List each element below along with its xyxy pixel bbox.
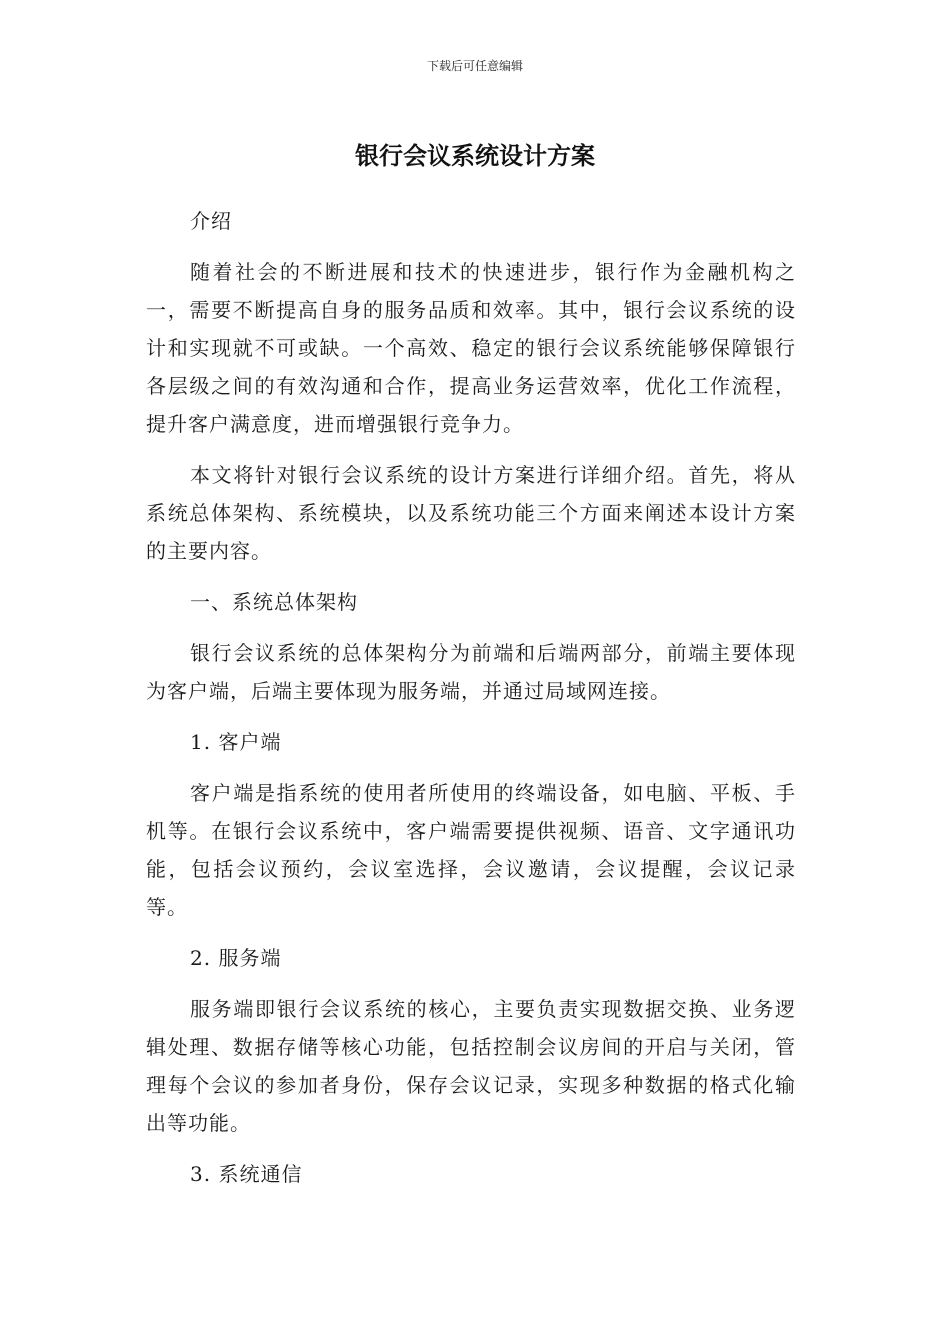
header-note: 下载后可任意编辑	[426, 59, 523, 73]
subheading-server: 2. 服务端	[190, 946, 282, 970]
subheading-client: 1. 客户端	[190, 730, 282, 754]
paragraph-client: 客户端是指系统的使用者所使用的终端设备，如电脑、平板、手机等。在银行会议系统中，客户端需要提供视频、语音、文字通讯功能，包括会议预约，会议室选择，会议邀请，会议提醒，会议记录等。	[146, 781, 796, 919]
subheading-communication: 3. 系统通信	[190, 1162, 303, 1186]
document-title: 银行会议系统设计方案	[355, 142, 595, 170]
document-body	[146, 202, 796, 1212]
paragraph-architecture: 银行会议系统的总体架构分为前端和后端两部分，前端主要体现为客户端，后端主要体现为服务端，并通过局域网连接。	[146, 641, 796, 703]
section-heading-architecture: 一、系统总体架构	[190, 590, 358, 614]
section-heading-intro: 介绍	[190, 209, 232, 233]
paragraph-server: 服务端即银行会议系统的核心，主要负责实现数据交换、业务逻辑处理、数据存储等核心功能，包括控制会议房间的开启与关闭，管理每个会议的参加者身份，保存会议记录，实现多种数据的格式化输出等功能。	[146, 997, 796, 1135]
paragraph-intro-2: 本文将针对银行会议系统的设计方案进行详细介绍。首先，将从系统总体架构、系统模块，以及系统功能三个方面来阐述本设计方案的主要内容。	[146, 463, 796, 563]
paragraph-intro-1: 随着社会的不断进展和技术的快速进步，银行作为金融机构之一，需要不断提高自身的服务品质和效率。其中，银行会议系统的设计和实现就不可或缺。一个高效、稳定的银行会议系统能够保障银行各层级之间的有效沟通和合作，提高业务运营效率，优化工作流程，提升客户满意度，进而增强银行竞争力。	[146, 260, 796, 436]
